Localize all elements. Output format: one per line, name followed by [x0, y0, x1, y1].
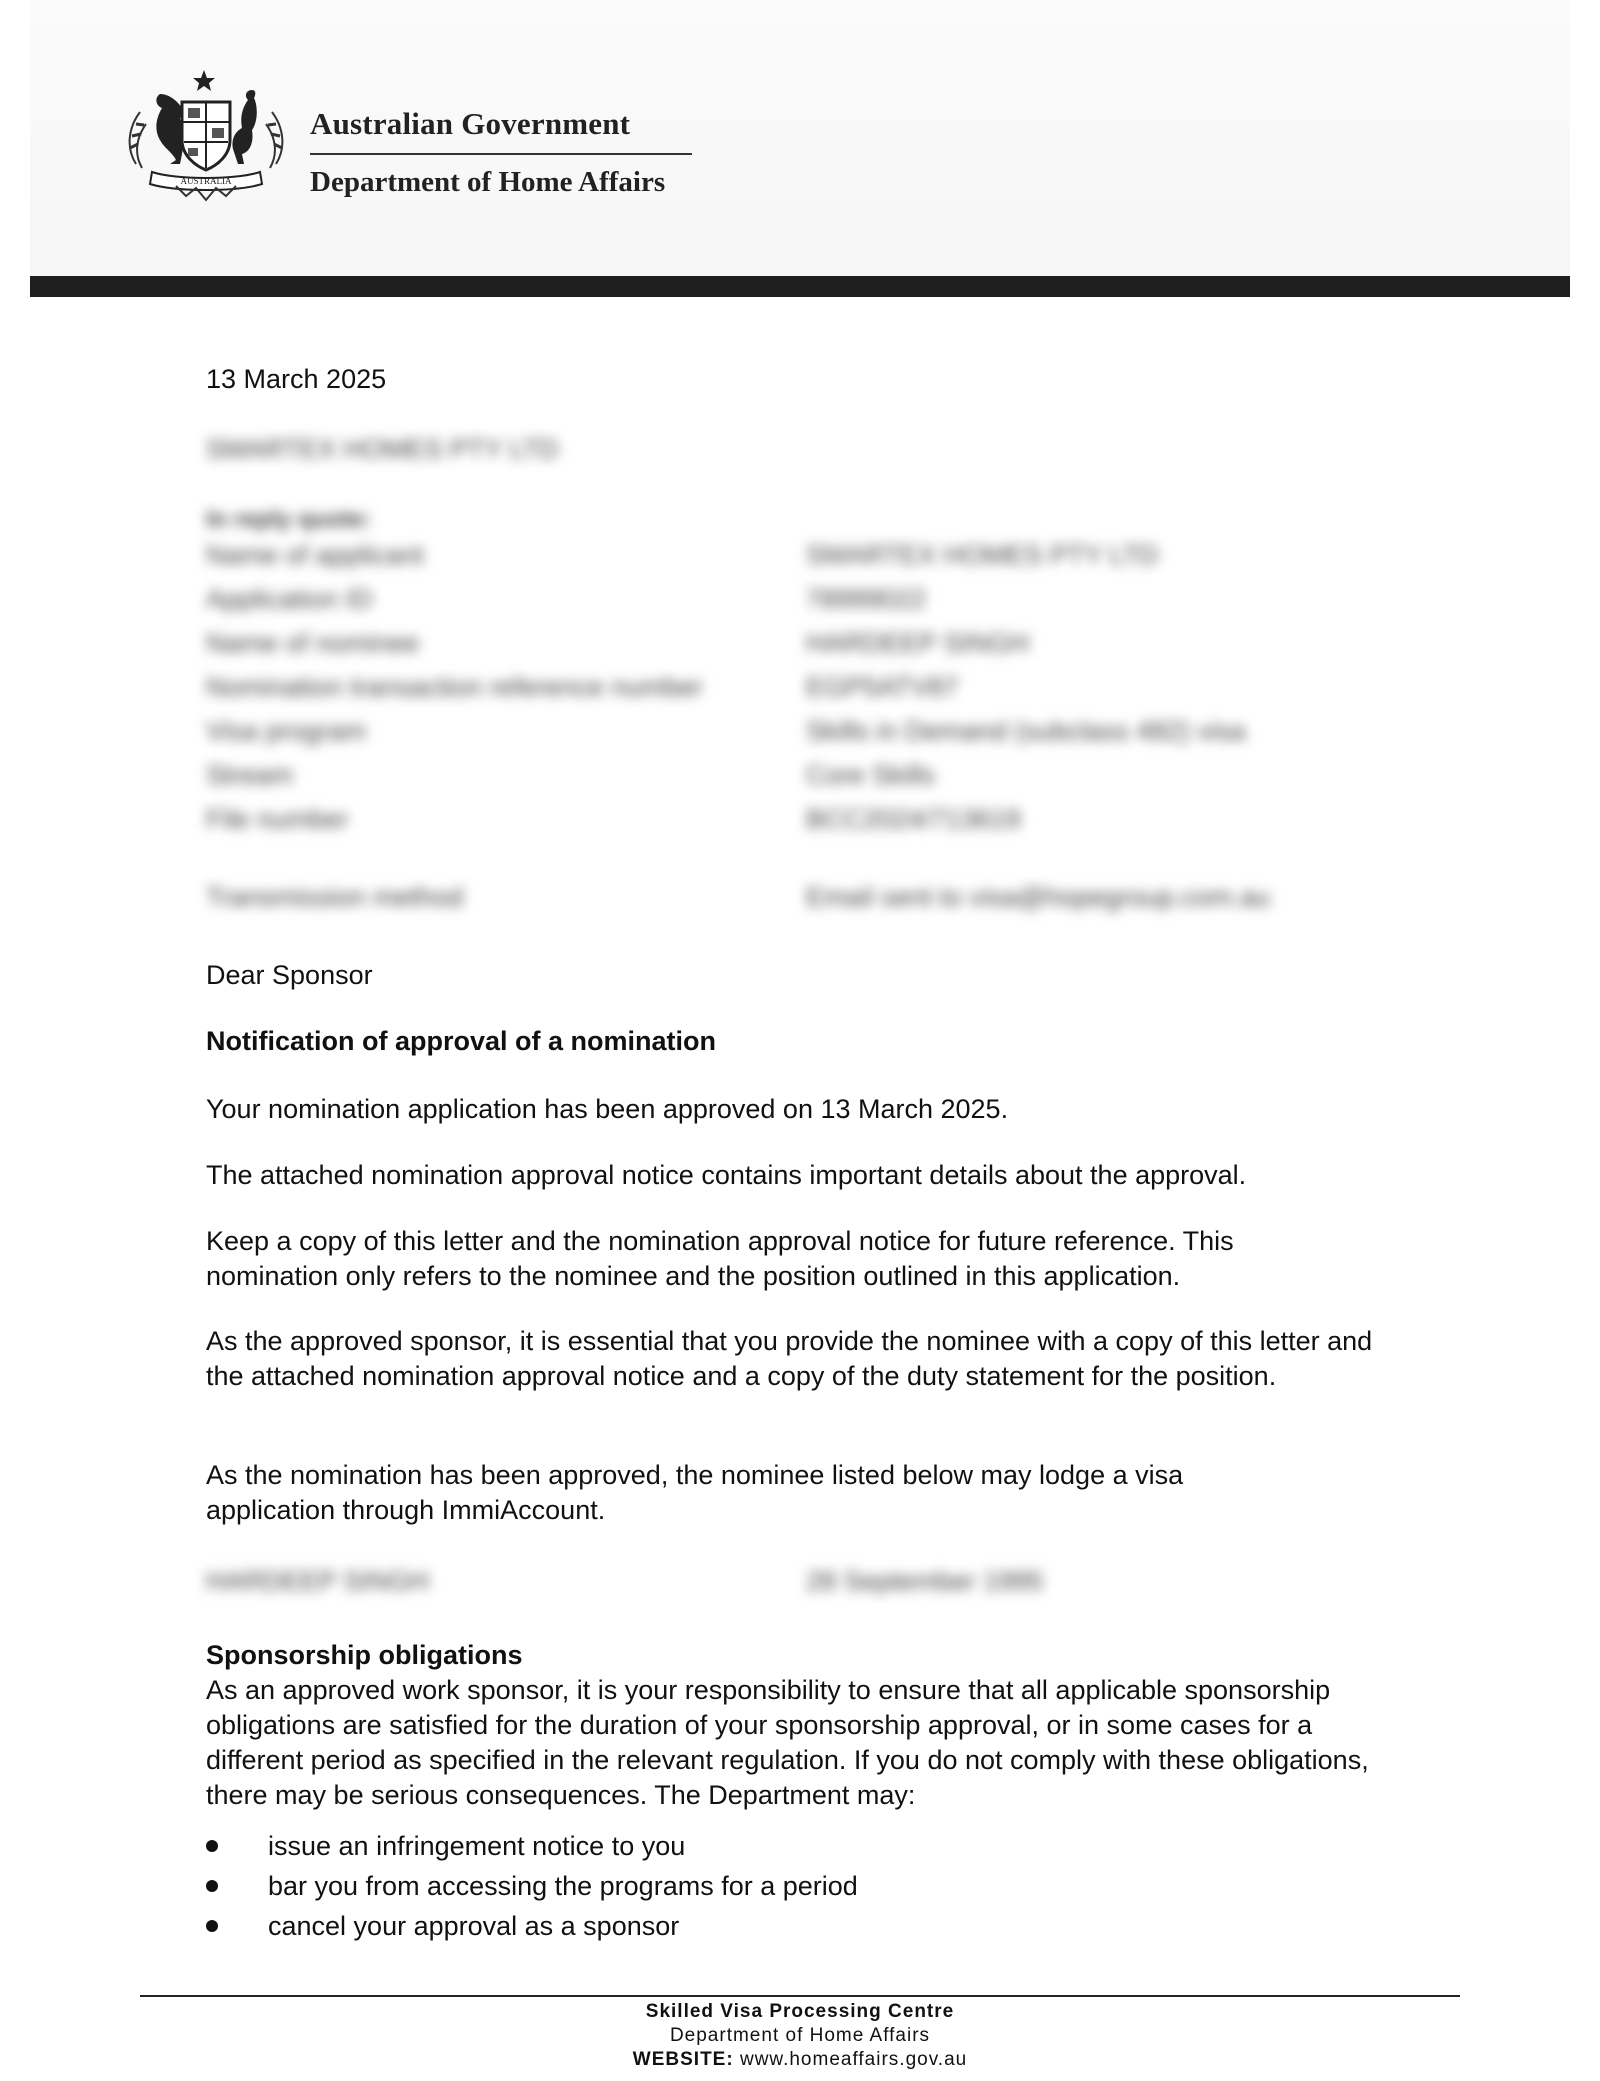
footer-centre: Skilled Visa Processing Centre	[645, 2001, 955, 2022]
list-item	[206, 1906, 858, 1946]
reply-heading-redacted: In reply quote:	[206, 506, 372, 533]
addressee-redacted: SMARTEX HOMES PTY LTD	[206, 434, 559, 464]
reference-value: EGP5ATV87	[806, 672, 959, 702]
reference-value: Core Skills	[806, 760, 936, 790]
paragraph: The attached nomination approval notice contains important details about the approval.	[206, 1160, 1247, 1190]
letter-subject: Notification of approval of a nomination	[206, 1026, 716, 1056]
list-item	[206, 1866, 858, 1906]
reference-row	[206, 584, 1356, 624]
nominee-name: HARDEEP SINGH	[206, 1566, 430, 1596]
consequences-list	[206, 1826, 858, 1946]
government-name: Australian Government	[310, 106, 631, 141]
reference-value: 78999022	[806, 584, 927, 614]
footer-website-link[interactable]: www.homeaffairs.gov.au	[739, 2049, 968, 2070]
reference-label: Stream	[206, 760, 294, 790]
coat-of-arms-icon	[116, 68, 296, 204]
paragraph: Keep a copy of this letter and the nomination approval notice for future reference. This nomination only refers to the nominee and the position outlined in this application.	[206, 1226, 1234, 1291]
reference-row	[206, 716, 1356, 756]
obligations-text: As an approved work sponsor, it is your responsibility to ensure that all applicable sponsorship obligations are satisfied for the duration of your sponsorship approval, or in some cases for a different period as specified in the relevant regulation. If you do not comply with these obligations, there may be serious consequences. The Department may:	[206, 1675, 1369, 1810]
paragraph: Your nomination application has been approved on 13 March 2025.	[206, 1094, 1009, 1124]
nominee-dob: 28 September 1995	[806, 1566, 1044, 1596]
transmission-label: Transmission method	[206, 882, 464, 912]
list-item-text: bar you from accessing the programs for a period	[268, 1871, 858, 1901]
footer-department: Department of Home Affairs	[669, 2025, 931, 2046]
list-item	[206, 1826, 858, 1866]
reference-row	[206, 804, 1356, 844]
footer-divider	[140, 1995, 1460, 1997]
bullet-icon	[206, 1880, 218, 1892]
reference-value: BCC2024/713619	[806, 804, 1021, 834]
letter-date: 13 March 2025	[206, 364, 387, 394]
list-item-text: cancel your approval as a sponsor	[268, 1911, 680, 1941]
salutation: Dear Sponsor	[206, 960, 373, 990]
reference-label: Nomination transaction reference number	[206, 672, 703, 702]
reference-label: Visa program	[206, 716, 367, 746]
reference-label: Name of nominee	[206, 628, 420, 658]
bullet-icon	[206, 1840, 218, 1852]
crest-scroll-text: AUSTRALIA	[180, 176, 232, 186]
reference-row	[206, 760, 1356, 800]
footer-website-label: WEBSITE:	[632, 2049, 734, 2070]
header-bar	[30, 276, 1570, 297]
reference-row	[206, 628, 1356, 668]
list-item-text: issue an infringement notice to you	[268, 1831, 686, 1861]
reference-value: Skills in Demand (subclass 482) visa	[806, 716, 1246, 746]
reference-value: SMARTEX HOMES PTY LTD	[806, 540, 1159, 570]
transmission-value: Email sent to visa@hopegroup.com.au	[806, 882, 1271, 912]
obligations-heading: Sponsorship obligations	[206, 1640, 523, 1670]
nominee-row	[206, 1566, 1356, 1606]
letterhead-divider	[310, 153, 692, 155]
reference-value: HARDEEP SINGH	[806, 628, 1030, 658]
footer	[0, 2000, 1600, 2072]
paragraph: As the nomination has been approved, the nominee listed below may lodge a visa application through ImmiAccount.	[206, 1460, 1184, 1525]
reference-label: File number	[206, 804, 349, 834]
department-name: Department of Home Affairs	[310, 166, 666, 198]
reference-row	[206, 540, 1356, 580]
bullet-icon	[206, 1920, 218, 1932]
transmission-row	[206, 882, 1356, 922]
paragraph: As the approved sponsor, it is essential that you provide the nominee with a copy of this letter and the attached nomination approval notice and a copy of the duty statement for the position.	[206, 1326, 1373, 1391]
reference-label: Name of applicant	[206, 540, 424, 570]
reference-label: Application ID	[206, 584, 373, 614]
reference-row	[206, 672, 1356, 712]
